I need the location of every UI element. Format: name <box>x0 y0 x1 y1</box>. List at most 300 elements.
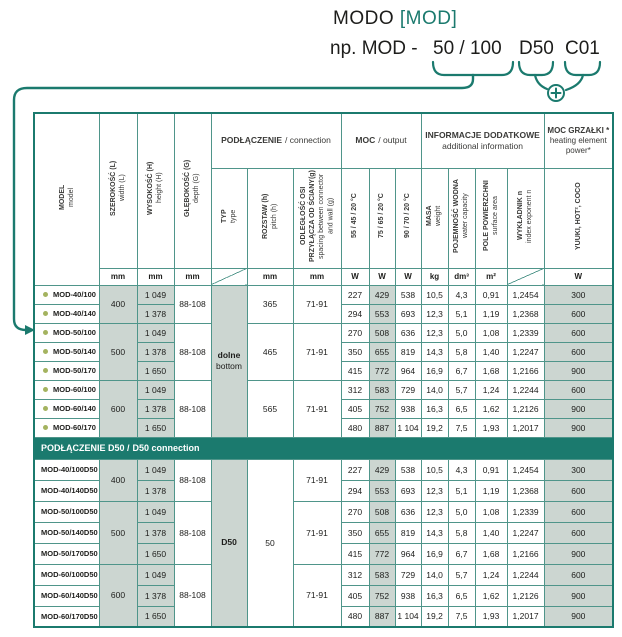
pitch-cell: 50 <box>247 459 293 627</box>
label-pl: POLE POWIERZCHNI <box>482 180 490 251</box>
bullet-icon <box>43 349 48 354</box>
area-cell: 1,08 <box>475 323 507 342</box>
p55-cell: 415 <box>341 361 369 380</box>
model-cell <box>34 564 99 585</box>
heater-cell: 900 <box>544 585 613 606</box>
height-cell: 1 378 <box>137 480 174 501</box>
area-cell: 1,40 <box>475 522 507 543</box>
label-pl: MODEL <box>58 184 66 210</box>
mass-cell: 16,9 <box>421 361 448 380</box>
p55-cell: 312 <box>341 380 369 399</box>
unit-w: W <box>544 268 613 285</box>
exponent-cell: 1,2244 <box>507 564 544 585</box>
mass-cell: 10,5 <box>421 285 448 304</box>
area-cell: 0,91 <box>475 459 507 480</box>
unit-w: W <box>341 268 369 285</box>
model-cell <box>34 418 99 437</box>
model-label: MOD-50/100D50 <box>41 507 98 516</box>
col-header-area <box>475 168 507 268</box>
spec-row <box>34 285 613 304</box>
model-label: MOD-60/140 <box>53 404 96 413</box>
area-cell: 1,19 <box>475 480 507 501</box>
bullet-icon <box>43 292 48 297</box>
exponent-cell: 1,2166 <box>507 543 544 564</box>
col-header-typ <box>211 168 247 268</box>
label: YUUKI, HOT², COCO <box>574 181 582 250</box>
capacity-cell: 6,7 <box>448 361 475 380</box>
height-cell: 1 650 <box>137 418 174 437</box>
capacity-cell: 5,7 <box>448 564 475 585</box>
spacing-cell: 71-91 <box>293 380 341 437</box>
model-label: MOD-50/140 <box>53 347 96 356</box>
height-cell: 1 049 <box>137 323 174 342</box>
capacity-cell: 6,7 <box>448 543 475 564</box>
mass-cell: 14,3 <box>421 522 448 543</box>
width-cell: 500 <box>99 323 137 380</box>
label-en: height (H) <box>156 172 164 204</box>
height-cell: 1 049 <box>137 564 174 585</box>
depth-cell: 88-108 <box>174 459 211 501</box>
heater-cell: 300 <box>544 459 613 480</box>
product-title <box>333 8 457 30</box>
width-cell: 400 <box>99 285 137 323</box>
label-pl: GŁĘBOKOŚĆ (G) <box>184 159 192 217</box>
model-cell <box>34 304 99 323</box>
col-header-t75 <box>369 168 395 268</box>
mass-cell: 12,3 <box>421 323 448 342</box>
section-band <box>34 437 613 459</box>
p90-cell: 538 <box>395 285 421 304</box>
label-en: depth (G) <box>193 173 201 204</box>
p90-cell: 693 <box>395 304 421 323</box>
exponent-cell: 1,2247 <box>507 522 544 543</box>
brace-c01-icon <box>565 62 600 75</box>
capacity-cell: 5,1 <box>448 480 475 501</box>
exponent-cell: 1,2126 <box>507 399 544 418</box>
brace-d50-icon <box>519 62 553 75</box>
height-cell: 1 378 <box>137 585 174 606</box>
spacing-cell: 71-91 <box>293 323 341 380</box>
heater-cell: 900 <box>544 361 613 380</box>
p75-cell: 655 <box>369 342 395 361</box>
unit-mm: mm <box>293 268 341 285</box>
p75-cell: 429 <box>369 459 395 480</box>
example-code-d50: D50 <box>519 38 554 59</box>
example-code-prefix: np. MOD - <box>330 38 418 59</box>
label-pl: POJEMNOŚĆ WODNA <box>453 178 461 253</box>
model-label: MOD-60/100 <box>53 385 96 394</box>
label-pl: ROZSTAW (h) <box>261 192 269 239</box>
col-header-depth <box>174 113 211 268</box>
model-label: MOD-40/140 <box>53 309 96 318</box>
width-cell: 600 <box>99 564 137 627</box>
p75-cell: 429 <box>369 285 395 304</box>
p55-cell: 270 <box>341 323 369 342</box>
label-en: / connection <box>285 135 331 146</box>
group-header-heating-element <box>544 113 613 168</box>
model-label: MOD-50/100 <box>53 328 96 337</box>
area-cell: 0,91 <box>475 285 507 304</box>
mass-cell: 14,3 <box>421 342 448 361</box>
depth-cell: 88-108 <box>174 380 211 437</box>
label-pl: ODLEGŁOŚĆ OSI PRZYŁĄCZA OD ŚCIANY(g) <box>299 169 316 262</box>
area-cell: 1,68 <box>475 543 507 564</box>
p90-cell: 693 <box>395 480 421 501</box>
pitch-cell: 365 <box>247 285 293 323</box>
height-cell: 1 378 <box>137 399 174 418</box>
unit-row <box>34 268 613 285</box>
area-cell: 1,62 <box>475 585 507 606</box>
mass-cell: 12,3 <box>421 304 448 323</box>
typ-en: bottom <box>216 361 242 371</box>
mass-cell: 16,3 <box>421 585 448 606</box>
example-code-size: 50 / 100 <box>433 38 502 59</box>
group-header-connection <box>211 113 341 168</box>
example-code-c01: C01 <box>565 38 600 59</box>
col-header-pitch <box>247 168 293 268</box>
model-cell <box>34 459 99 480</box>
p55-cell: 227 <box>341 285 369 304</box>
area-cell: 1,19 <box>475 304 507 323</box>
label-en: / output <box>378 135 407 146</box>
height-cell: 1 378 <box>137 522 174 543</box>
label-en: weight <box>435 205 443 226</box>
p75-cell: 583 <box>369 380 395 399</box>
model-cell <box>34 543 99 564</box>
pitch-cell: 465 <box>247 323 293 380</box>
label-en: surface area <box>492 196 500 235</box>
capacity-cell: 5,0 <box>448 323 475 342</box>
exponent-cell: 1,2339 <box>507 323 544 342</box>
heater-cell: 600 <box>544 480 613 501</box>
unit-w: W <box>395 268 421 285</box>
area-cell: 1,68 <box>475 361 507 380</box>
exponent-cell: 1,2339 <box>507 501 544 522</box>
unit-w: W <box>369 268 395 285</box>
area-cell: 1,08 <box>475 501 507 522</box>
heater-cell: 600 <box>544 522 613 543</box>
area-cell: 1,93 <box>475 606 507 627</box>
group-header-additional-info <box>421 113 544 168</box>
band-en: D50 connection <box>132 443 200 453</box>
p90-cell: 938 <box>395 399 421 418</box>
label-en: heating element power* <box>549 135 607 155</box>
label-en: type <box>230 208 237 223</box>
col-header-model <box>34 113 99 285</box>
depth-cell: 88-108 <box>174 323 211 380</box>
p75-cell: 553 <box>369 480 395 501</box>
exponent-cell: 1,2368 <box>507 480 544 501</box>
model-label: MOD-40/100D50 <box>41 465 98 474</box>
model-cell <box>34 606 99 627</box>
group-header-output <box>341 113 421 168</box>
p90-cell: 819 <box>395 522 421 543</box>
p75-cell: 752 <box>369 585 395 606</box>
mass-cell: 16,9 <box>421 543 448 564</box>
col-header-t55 <box>341 168 369 268</box>
p55-cell: 294 <box>341 480 369 501</box>
heater-cell: 600 <box>544 501 613 522</box>
area-cell: 1,93 <box>475 418 507 437</box>
model-cell <box>34 501 99 522</box>
label-en: index exponent n <box>526 188 534 243</box>
width-cell: 500 <box>99 501 137 564</box>
area-cell: 1,24 <box>475 564 507 585</box>
bullet-icon <box>43 387 48 392</box>
bullet-icon <box>43 406 48 411</box>
p90-cell: 1 104 <box>395 606 421 627</box>
bullet-icon <box>43 425 48 430</box>
height-cell: 1 650 <box>137 361 174 380</box>
label-pl: MASA <box>426 205 434 226</box>
p75-cell: 772 <box>369 543 395 564</box>
p90-cell: 636 <box>395 501 421 522</box>
depth-cell: 88-108 <box>174 501 211 564</box>
bullet-icon <box>43 368 48 373</box>
width-cell: 600 <box>99 380 137 437</box>
mass-cell: 12,3 <box>421 480 448 501</box>
depth-cell: 88-108 <box>174 564 211 627</box>
label-pl: MOC <box>355 135 376 146</box>
heater-cell: 600 <box>544 323 613 342</box>
spec-row <box>34 501 613 522</box>
product-name: MODO <box>333 8 395 29</box>
capacity-cell: 5,8 <box>448 342 475 361</box>
label-en: pitch (h) <box>271 202 278 229</box>
bullet-icon <box>43 311 48 316</box>
model-label: MOD-60/170D50 <box>41 611 98 621</box>
p75-cell: 553 <box>369 304 395 323</box>
heater-cell: 900 <box>544 606 613 627</box>
model-label: MOD-40/100 <box>53 290 96 299</box>
model-cell <box>34 522 99 543</box>
model-label: MOD-60/100D50 <box>41 570 98 579</box>
capacity-cell: 5,0 <box>448 501 475 522</box>
model-label: MOD-50/170 <box>53 366 96 375</box>
col-header-height <box>137 113 174 268</box>
spacing-cell: 71-91 <box>293 459 341 501</box>
spec-table <box>33 112 614 628</box>
model-label: MOD-60/140D50 <box>41 591 98 600</box>
height-cell: 1 650 <box>137 606 174 627</box>
model-cell <box>34 342 99 361</box>
model-cell <box>34 399 99 418</box>
p90-cell: 538 <box>395 459 421 480</box>
capacity-cell: 5,7 <box>448 380 475 399</box>
capacity-cell: 4,3 <box>448 459 475 480</box>
heater-cell: 600 <box>544 304 613 323</box>
label: 90 / 70 / 20 °C <box>404 193 412 238</box>
model-cell <box>34 480 99 501</box>
p90-cell: 636 <box>395 323 421 342</box>
capacity-cell: 6,5 <box>448 585 475 606</box>
typ-cell <box>211 459 247 627</box>
p90-cell: 938 <box>395 585 421 606</box>
unit-diagonal <box>507 268 544 285</box>
heater-cell: 300 <box>544 285 613 304</box>
mass-cell: 19,2 <box>421 418 448 437</box>
col-header-exponent <box>507 168 544 268</box>
mass-cell: 10,5 <box>421 459 448 480</box>
p90-cell: 1 104 <box>395 418 421 437</box>
typ-pl: dolne <box>217 349 241 360</box>
capacity-cell: 6,5 <box>448 399 475 418</box>
header-group-row <box>34 113 613 168</box>
area-cell: 1,62 <box>475 399 507 418</box>
p55-cell: 480 <box>341 418 369 437</box>
mass-cell: 14,0 <box>421 564 448 585</box>
label-pl: MOC GRZAŁKI * <box>547 125 610 135</box>
pitch-cell: 565 <box>247 380 293 437</box>
spacing-cell: 71-91 <box>293 285 341 323</box>
unit-diagonal <box>211 268 247 285</box>
typ-label: D50 <box>221 537 237 548</box>
heater-cell: 600 <box>544 342 613 361</box>
col-header-width <box>99 113 137 268</box>
band-pl: PODŁĄCZENIE D50 / <box>41 443 130 453</box>
exponent-cell: 1,2247 <box>507 342 544 361</box>
label-pl: WYKŁADNIK n <box>517 191 525 240</box>
model-cell <box>34 380 99 399</box>
capacity-cell: 4,3 <box>448 285 475 304</box>
p55-cell: 350 <box>341 342 369 361</box>
p90-cell: 729 <box>395 380 421 399</box>
p55-cell: 227 <box>341 459 369 480</box>
mass-cell: 12,3 <box>421 501 448 522</box>
height-cell: 1 049 <box>137 380 174 399</box>
p55-cell: 405 <box>341 399 369 418</box>
spec-row <box>34 380 613 399</box>
unit-mm: mm <box>247 268 293 285</box>
p75-cell: 508 <box>369 323 395 342</box>
brace-size-icon <box>433 62 513 75</box>
model-cell <box>34 585 99 606</box>
label: 55 / 45 / 20 °C <box>351 193 359 238</box>
heater-cell: 900 <box>544 418 613 437</box>
model-label: MOD-40/140D50 <box>41 486 98 495</box>
label-pl: TYP <box>220 208 228 223</box>
p55-cell: 405 <box>341 585 369 606</box>
label-en: model <box>67 187 75 207</box>
p55-cell: 270 <box>341 501 369 522</box>
p55-cell: 312 <box>341 564 369 585</box>
col-header-spacing <box>293 168 341 268</box>
exponent-cell: 1,2454 <box>507 459 544 480</box>
model-cell <box>34 285 99 304</box>
p55-cell: 294 <box>341 304 369 323</box>
col-header-brands <box>544 168 613 268</box>
exponent-cell: 1,2017 <box>507 606 544 627</box>
mass-cell: 16,3 <box>421 399 448 418</box>
label-pl: SZEROKOŚĆ (L) <box>109 160 117 216</box>
col-header-capacity <box>448 168 475 268</box>
capacity-cell: 5,1 <box>448 304 475 323</box>
unit-kg: kg <box>421 268 448 285</box>
p75-cell: 772 <box>369 361 395 380</box>
exponent-cell: 1,2368 <box>507 304 544 323</box>
label-en: width (L) <box>119 174 126 202</box>
spec-row <box>34 459 613 480</box>
exponent-cell: 1,2126 <box>507 585 544 606</box>
model-cell <box>34 361 99 380</box>
spacing-cell: 71-91 <box>293 501 341 564</box>
p90-cell: 964 <box>395 543 421 564</box>
p55-cell: 480 <box>341 606 369 627</box>
p75-cell: 655 <box>369 522 395 543</box>
label-en: water capacity <box>462 193 470 238</box>
unit-m2: m² <box>475 268 507 285</box>
p75-cell: 583 <box>369 564 395 585</box>
label-pl: INFORMACJE DODATKOWE <box>425 130 540 141</box>
model-label: MOD-50/140D50 <box>41 528 98 537</box>
p75-cell: 752 <box>369 399 395 418</box>
width-cell: 400 <box>99 459 137 501</box>
area-cell: 1,24 <box>475 380 507 399</box>
mass-cell: 14,0 <box>421 380 448 399</box>
capacity-cell: 7,5 <box>448 418 475 437</box>
p75-cell: 887 <box>369 418 395 437</box>
unit-dm3: dm³ <box>448 268 475 285</box>
label: 75 / 65 / 20 °C <box>378 193 386 238</box>
heater-cell: 900 <box>544 399 613 418</box>
p90-cell: 729 <box>395 564 421 585</box>
p55-cell: 350 <box>341 522 369 543</box>
height-cell: 1 049 <box>137 285 174 304</box>
p75-cell: 508 <box>369 501 395 522</box>
exponent-cell: 1,2454 <box>507 285 544 304</box>
typ-cell <box>211 285 247 437</box>
heater-cell: 900 <box>544 543 613 564</box>
heater-cell: 600 <box>544 564 613 585</box>
section-band-row <box>34 437 613 459</box>
height-cell: 1 378 <box>137 304 174 323</box>
p75-cell: 887 <box>369 606 395 627</box>
p90-cell: 964 <box>395 361 421 380</box>
mass-cell: 19,2 <box>421 606 448 627</box>
heater-cell: 600 <box>544 380 613 399</box>
exponent-cell: 1,2244 <box>507 380 544 399</box>
spec-row <box>34 323 613 342</box>
depth-cell: 88-108 <box>174 285 211 323</box>
height-cell: 1 049 <box>137 459 174 480</box>
label-en: spacing between connector and wall (g) <box>318 172 335 259</box>
capacity-cell: 5,8 <box>448 522 475 543</box>
unit-mm: mm <box>137 268 174 285</box>
spacing-cell: 71-91 <box>293 564 341 627</box>
model-cell <box>34 323 99 342</box>
col-header-mass <box>421 168 448 268</box>
capacity-cell: 7,5 <box>448 606 475 627</box>
product-code: [MOD] <box>399 8 458 29</box>
area-cell: 1,40 <box>475 342 507 361</box>
unit-mm: mm <box>174 268 211 285</box>
height-cell: 1 650 <box>137 543 174 564</box>
bullet-icon <box>43 330 48 335</box>
exponent-cell: 1,2166 <box>507 361 544 380</box>
col-header-t90 <box>395 168 421 268</box>
exponent-cell: 1,2017 <box>507 418 544 437</box>
p90-cell: 819 <box>395 342 421 361</box>
plus-circle-icon <box>548 85 564 101</box>
label-pl: WYSOKOŚĆ (H) <box>147 161 155 215</box>
height-cell: 1 049 <box>137 501 174 522</box>
label-pl: PODŁĄCZENIE <box>221 135 283 146</box>
height-cell: 1 378 <box>137 342 174 361</box>
label-en: additional information <box>442 140 523 151</box>
spec-row <box>34 564 613 585</box>
model-label: MOD-50/170D50 <box>41 549 98 558</box>
model-label: MOD-60/170 <box>53 423 96 432</box>
